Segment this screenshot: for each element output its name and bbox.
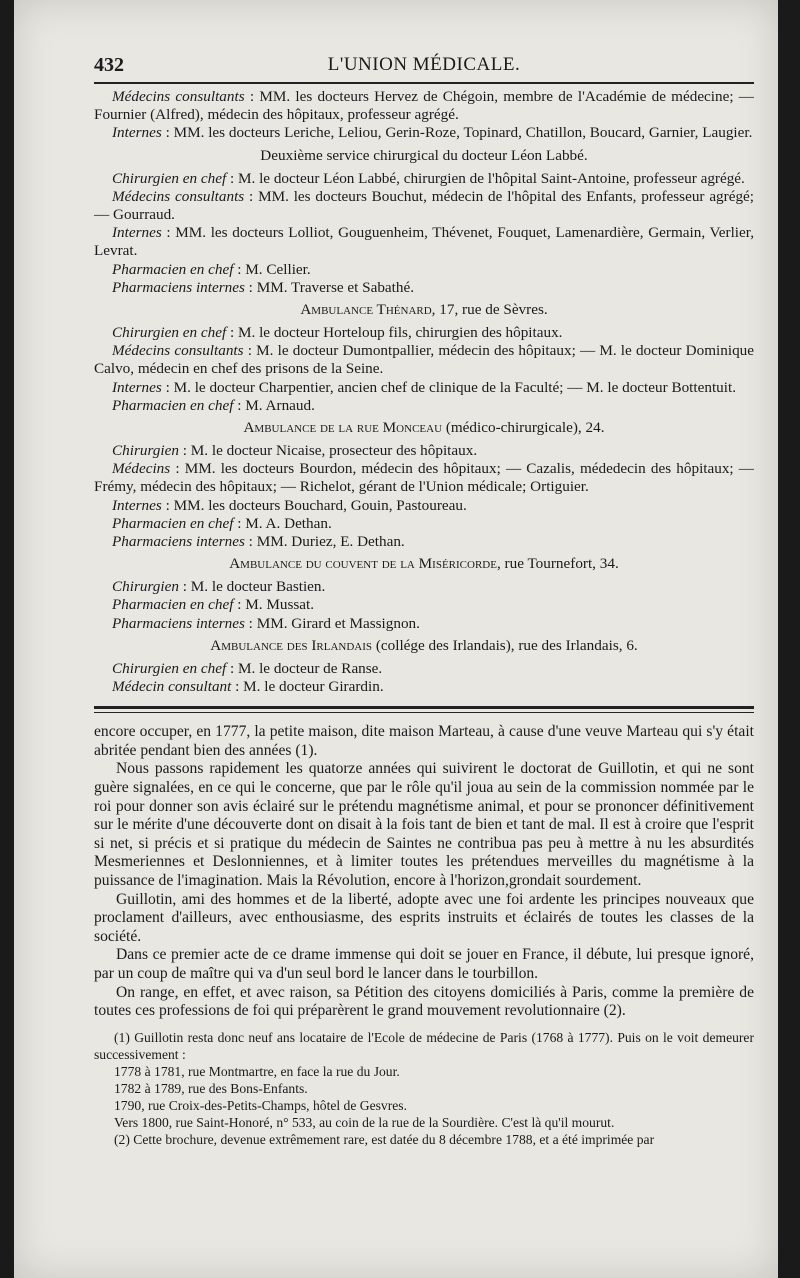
entry: Pharmacien en chef : M. A. Dethan. [112, 514, 332, 532]
entry: Chirurgien : M. le docteur Nicaise, prosecteur des hôpitaux. [112, 442, 478, 460]
entry: Médecin consultant : M. le docteur Girardin. [112, 678, 384, 696]
section-divider [94, 706, 754, 713]
section-title: Ambulance du couvent de la Miséricorde, rue Tournefort, 34. [229, 555, 619, 573]
paragraph: Guillotin, ami des hommes et de la liberté, adopte avec une foi ardente les principes nouveaux que proclament d'ailleurs, avec enthousiasme, des esprits instruits et éclairés de toutes les classes de la société. [94, 890, 754, 945]
footnote: (1) Guillotin resta donc neuf ans locataire de l'Ecole de médecine de Paris (1768 à 1777). Puis on le voit demeurer successivement : [94, 1029, 754, 1062]
entry: Internes : MM. les docteurs Bouchard, Gouin, Pastoureau. [112, 496, 467, 514]
entry: Chirurgien en chef : M. le docteur Léon Labbé, chirurgien de l'hôpital Saint-Antoine, professeur agrégé. [112, 169, 745, 187]
scanned-page [14, 0, 778, 1278]
entry: Pharmacien en chef : M. Arnaud. [112, 396, 315, 414]
entry: Pharmacien en chef : M. Mussat. [112, 596, 315, 614]
entry: Médecins : MM. les docteurs Bourdon, médecin des hôpitaux; — Cazalis, médedecin des hôpitaux; — Frémy, médecin des hôpitaux; — Richelot, gérant de l'Union médicale; Ortiguier. [94, 460, 754, 496]
footnote-line: 1782 à 1789, rue des Bons-Enfants. [114, 1080, 308, 1096]
page-number: 432 [94, 54, 124, 76]
entry: Internes : M. le docteur Charpentier, ancien chef de clinique de la Faculté; — M. le docteur Bottentuit. [112, 378, 736, 396]
section-title: Ambulance de la rue Monceau (médico-chirurgicale), 24. [243, 419, 605, 437]
entry: Chirurgien en chef : M. le docteur Horteloup fils, chirurgien des hôpitaux. [112, 324, 563, 342]
running-title: L'UNION MÉDICALE. [327, 54, 521, 75]
section-title: Deuxième service chirurgical du docteur Léon Labbé. [260, 146, 588, 164]
entry: Chirurgien : M. le docteur Bastien. [112, 578, 326, 596]
article-body [94, 723, 754, 1021]
entry: Internes : MM. les docteurs Leriche, Leliou, Gerin-Roze, Topinard, Chatillon, Boucard, Garnier, Laugier. [112, 124, 753, 142]
section-title: Ambulance Thénard, 17, rue de Sèvres. [300, 301, 548, 319]
footnote-line: 1790, rue Croix-des-Petits-Champs, hôtel de Gesvres. [114, 1097, 407, 1113]
paragraph: encore occuper, en 1777, la petite maison, dite maison Marteau, à cause d'une veuve Marteau qui s'y était abritée pendant bien des années (1). [94, 723, 754, 759]
entry: Chirurgien en chef : M. le docteur de Ranse. [112, 659, 383, 677]
entry: Pharmaciens internes : MM. Traverse et Sabathé. [112, 278, 415, 296]
paragraph: On range, en effet, et avec raison, sa Pétition des citoyens domiciliés à Paris, comme la première de toutes ces professions de foi qui préparèrent le grand mouvement revolutionnaire (2). [94, 983, 754, 1020]
entry: Pharmaciens internes : MM. Duriez, E. Dethan. [112, 533, 405, 551]
entry: Médecins consultants : MM. les docteurs Bouchut, médecin de l'hôpital des Enfants, professeur agrégé; — Gourraud. [94, 187, 755, 224]
page-header [94, 48, 754, 82]
page-content [94, 48, 754, 1148]
footnotes [94, 1029, 754, 1148]
header-rule [94, 82, 754, 84]
entry: Internes : MM. les docteurs Lolliot, Gouguenheim, Thévenet, Fouquet, Lamenardière, Germain, Verlier, Levrat. [94, 224, 754, 260]
section-title: Ambulance des Irlandais (collége des Irlandais), rue des Irlandais, 6. [210, 636, 638, 654]
paragraph: Dans ce premier acte de ce drame immense qui doit se jouer en France, il débute, lui presque ignoré, par un coup de maître qui va d'un seul bord le lancer dans le tourbillon. [94, 946, 754, 982]
entry: Médecins consultants : M. le docteur Dumontpallier, médecin des hôpitaux; — M. le docteur Dominique Calvo, médecin en chef des prisons de la Seine. [94, 342, 754, 378]
footnote: (2) Cette brochure, devenue extrêmement rare, est datée du 8 décembre 1788, et a été imprimée par [114, 1131, 655, 1147]
entry: Pharmacien en chef : M. Cellier. [112, 260, 311, 278]
entry: Médecins consultants : MM. les docteurs Hervez de Chégoin, membre de l'Académie de médecine; — Fournier (Alfred), médecin des hôpitaux, professeur agrégé. [94, 88, 754, 124]
paragraph: Nous passons rapidement les quatorze années qui suivirent le doctorat de Guillotin, et qui ne sont guère signalées, en ce qui le concerne, que par le rôle qu'il joua au sein de la commission nommée par le roi pour donner son avis éclairé sur le prétendu magnétisme animal, et pour se prononcer définitivement sur le mérite d'une découverte dont on disait à la fois tant de bien et tant de mal. Il est à croire que l'esprit si net, si précis et si pratique du médecin de Saintes ne contribua pas peu à mettre à nu les absurdités Mesmeriennes et Deslonniennes, et à limiter toutes les prétendues merveilles du magnétisme à la puissance de l'imagination. Mais la Révolution, encore à l'horizon,grondait sourdement. [94, 760, 754, 890]
entry: Pharmaciens internes : MM. Girard et Massignon. [112, 614, 420, 632]
footnote-line: Vers 1800, rue Saint-Honoré, n° 533, au coin de la rue de la Sourdière. C'est là qu'il mourut. [114, 1114, 615, 1130]
footnote-line: 1778 à 1781, rue Montmartre, en face la rue du Jour. [114, 1063, 400, 1079]
